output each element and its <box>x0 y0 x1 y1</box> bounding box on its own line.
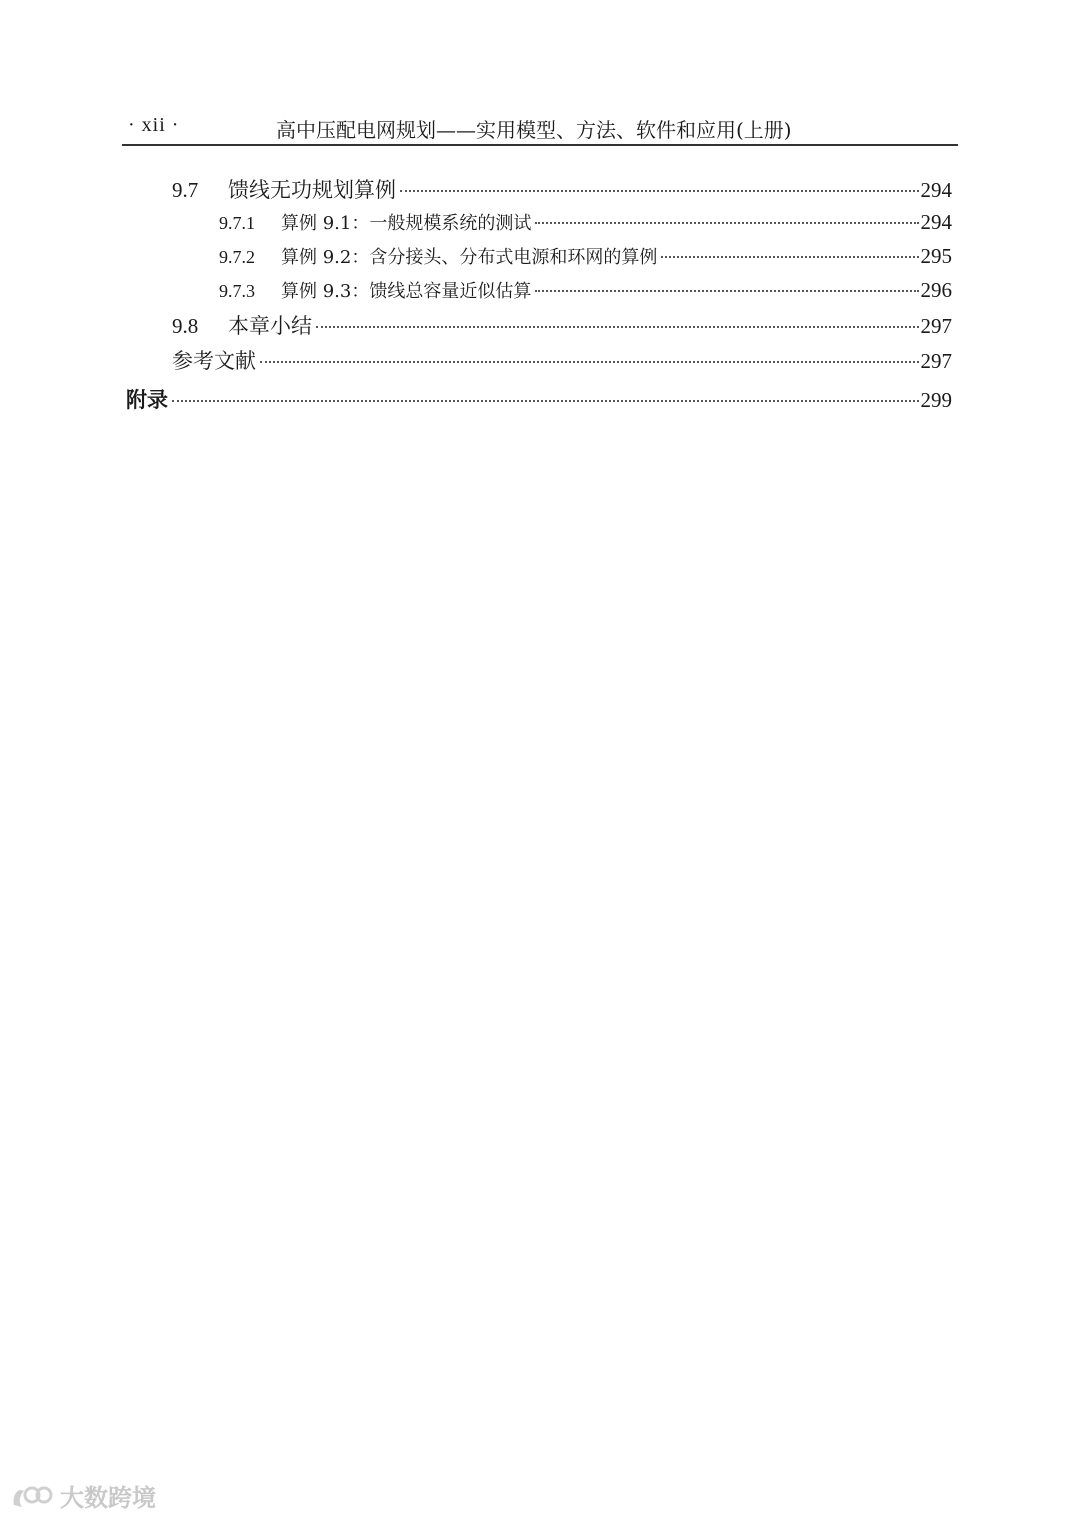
toc-entry-number: 9.7.2 <box>219 247 255 267</box>
running-header <box>122 110 958 146</box>
toc-entry-number: 9.7.1 <box>219 213 255 233</box>
toc-entry-9-7[interactable] <box>172 174 952 204</box>
toc-entry-title: 参考文献 <box>172 349 256 373</box>
toc-entry-title: 附录 <box>126 387 168 412</box>
toc-entry-page: 297 <box>920 314 952 338</box>
dot-leader <box>260 361 919 363</box>
toc-entry-number: 9.8 <box>172 314 199 338</box>
toc-entry-page: 294 <box>920 210 952 234</box>
toc-entry-page: 295 <box>920 244 952 268</box>
dot-leader <box>316 326 919 328</box>
toc-entry-number: 9.7.3 <box>219 281 255 301</box>
toc-entry-appendix[interactable] <box>126 384 952 414</box>
toc-entry-9-8[interactable] <box>172 310 952 340</box>
toc-entry-title: 算例 9.1：一般规模系统的测试 <box>281 213 532 234</box>
toc-entry-9-7-2[interactable] <box>219 243 952 269</box>
page-number: · xii · <box>128 114 180 136</box>
watermark <box>10 1478 156 1513</box>
toc-entry-title: 馈线无功规划算例 <box>228 178 396 202</box>
toc-entry-page: 297 <box>920 349 952 373</box>
dot-leader <box>535 222 918 224</box>
toc-entry-number: 9.7 <box>172 178 199 202</box>
dot-leader <box>661 256 918 258</box>
watermark-text: 大数跨境 <box>60 1484 156 1512</box>
toc-entry-9-7-3[interactable] <box>219 277 952 303</box>
dot-leader <box>172 400 919 402</box>
toc-entry-9-7-1[interactable] <box>219 209 952 235</box>
toc-entry-page: 294 <box>920 178 952 202</box>
toc-entry-page: 299 <box>920 388 952 412</box>
toc-entry-page: 296 <box>920 278 952 302</box>
dot-leader <box>400 190 919 192</box>
brand-logo-icon <box>10 1481 54 1511</box>
running-title: 高中压配电网规划——实用模型、方法、软件和应用(上册) <box>276 118 792 142</box>
toc-entry-title: 算例 9.3：馈线总容量近似估算 <box>281 281 532 302</box>
dot-leader <box>535 290 918 292</box>
toc-entry-title: 本章小结 <box>228 314 312 338</box>
toc-entry-title: 算例 9.2：含分接头、分布式电源和环网的算例 <box>281 247 658 268</box>
toc-entry-references[interactable] <box>172 345 952 375</box>
